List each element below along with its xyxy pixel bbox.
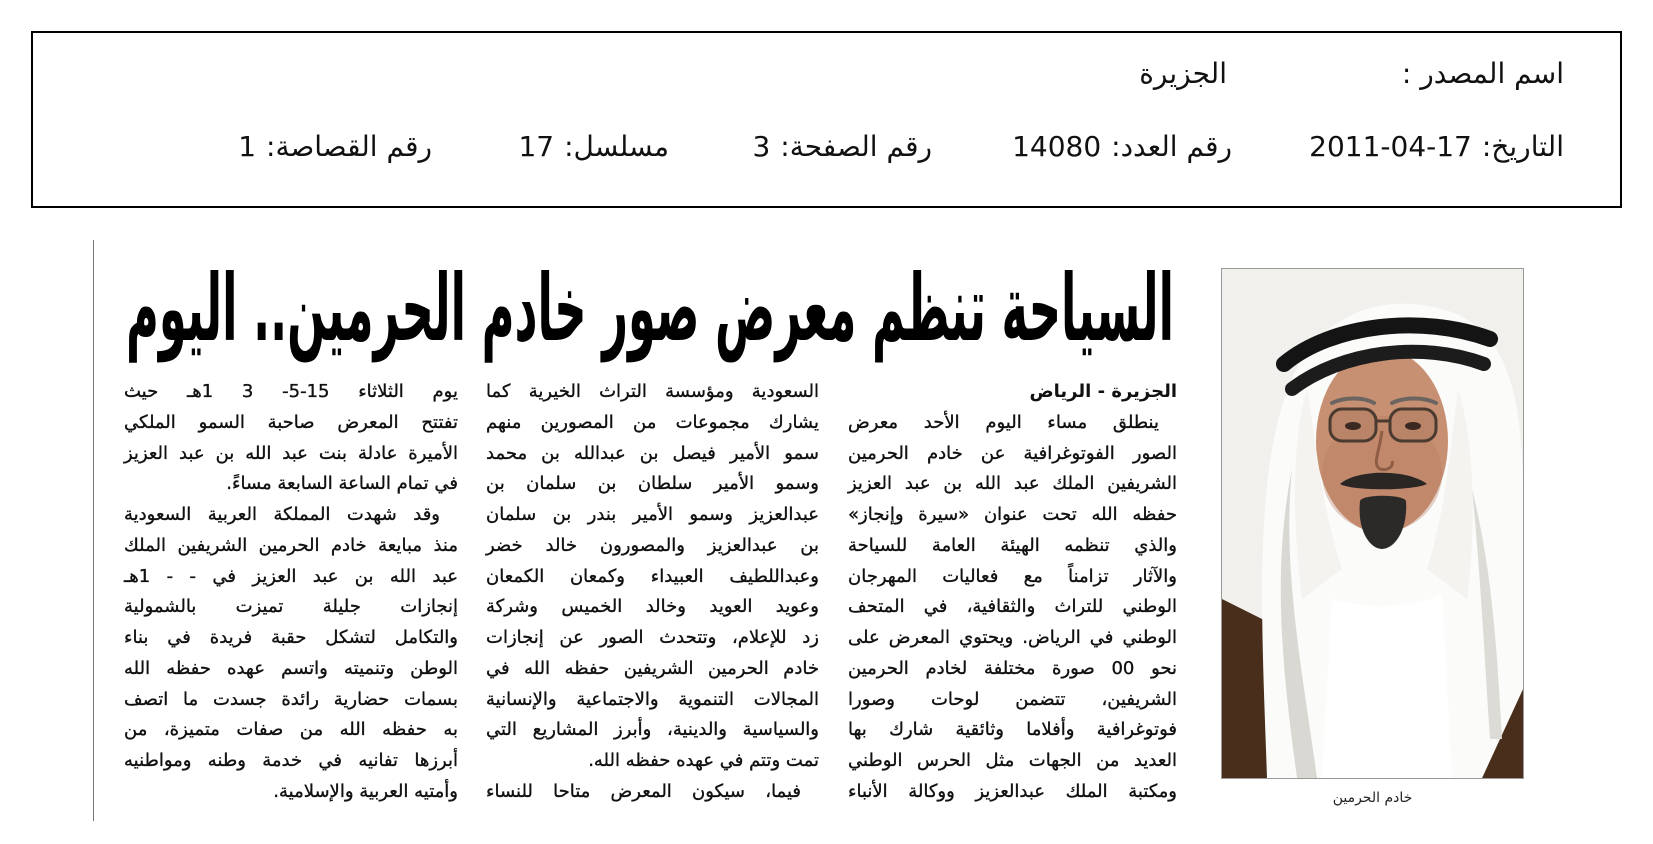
article-line: الوطن وتنميته واتسم عهده حفظه الله — [124, 657, 458, 679]
article-line: منذ مبايعة خادم الحرمين الشريفين الملك — [124, 534, 458, 556]
article-line: حفظه الله تحت عنوان «سيرة وإنجاز» — [848, 504, 1177, 525]
article-line: والتكامل لتشكل حقبة فريدة في بناء — [124, 627, 458, 648]
portrait-photo — [1221, 268, 1524, 779]
page-label: رقم الصفحة: — [780, 130, 932, 163]
serial-label: مسلسل: — [564, 130, 669, 163]
article-line: العديد من الجهات مثل الحرس الوطني — [848, 750, 1177, 771]
date-value: 2011-04-17 — [1309, 130, 1472, 163]
serial-value: 17 — [518, 130, 555, 163]
article-line: والذي تنظمه الهيئة العامة للسياحة — [848, 534, 1177, 556]
clip-field — [238, 129, 432, 165]
article-line: والسياسية والدينية، وأبرز المشاريع التي — [486, 719, 819, 741]
article-line: زد للإعلام، وتتحدث الصور عن إنجازات — [486, 627, 819, 648]
source-value: الجزيرة — [1139, 57, 1227, 90]
article-line: فوتوغرافية وأفلاما وثائقية شارك بها — [848, 719, 1177, 741]
date-label: التاريخ: — [1481, 130, 1564, 163]
clip-value: 1 — [238, 130, 257, 163]
article-line: الأميرة عادلة بنت عبد الله بن عبد العزيز — [124, 442, 458, 464]
article-line: عبدالعزيز وسمو الأمير بندر بن سلمان — [486, 504, 819, 525]
article-line: الشريفين الملك عبد الله بن عبد العزيز — [848, 473, 1177, 495]
article-line: الشريفين، تتضمن لوحات وصورا — [848, 688, 1177, 710]
article-line: عبد الله بن عبد العزيز في - - 1هـ — [124, 565, 458, 587]
page-field — [752, 129, 932, 165]
article-line: بسمات حضارية رائدة جسدت ما اتصف — [124, 688, 458, 710]
article-line: به حفظه الله من صفات متميزة، من — [124, 719, 458, 741]
article-line: المجالات التنموية والاجتماعية والإنسانية — [486, 688, 819, 710]
page-value: 3 — [752, 130, 771, 163]
article-line: إنجازات جليلة تميزت بالشمولية — [124, 596, 458, 618]
article-column-2 — [486, 377, 819, 808]
article-line: والآثار تزامناً مع فعاليات المهرجان — [848, 565, 1177, 587]
article-line: الوطني في الرياض. ويحتوي المعرض على — [848, 627, 1177, 648]
article-line: يشارك مجموعات من المصورين منهم — [486, 411, 819, 433]
article-line: نحو 00 صورة مختلفة لخادم الحرمين — [848, 657, 1177, 679]
source-label: اسم المصدر : — [1401, 57, 1564, 90]
article-line: السعودية ومؤسسة التراث الخيرية كما — [486, 381, 819, 402]
article-line: فيما، سيكون المعرض متاحا للنساء — [486, 780, 801, 802]
article-line: وقد شهدت المملكة العربية السعودية — [124, 504, 440, 525]
article-line: تمت وتتم في عهده حفظه الله. — [588, 750, 819, 771]
article-column-3 — [124, 377, 458, 808]
article-line: أبرزها تفانيه في خدمة وطنه ومواطنيه — [124, 750, 458, 771]
column-rule — [93, 240, 94, 821]
article-line: في تمام الساعة السابعة مساءً. — [226, 473, 458, 495]
issue-label: رقم العدد: — [1111, 130, 1232, 163]
article-line: ومكتبة الملك عبدالعزيز ووكالة الأنباء — [848, 780, 1177, 802]
article-line: وعبداللطيف العبيداء وكمعان الكمعان — [486, 565, 819, 587]
portrait-image — [1222, 269, 1523, 778]
article-line: الوطني للتراث والثقافية، في المتحف — [848, 596, 1177, 618]
issue-field — [1012, 129, 1232, 165]
byline: الجزيرة - الرياض — [1029, 381, 1177, 402]
article-line: وعويد العويد وخالد الخميس وشركة — [486, 596, 819, 618]
photo-caption: خادم الحرمين — [1332, 790, 1413, 806]
date-field — [1309, 129, 1564, 165]
headline-text: السياحة تنظم معرض صور خادم الحرمين.. اليوم — [126, 255, 1174, 362]
article-line: سمو الأمير فيصل بن عبدالله بن محمد — [486, 442, 819, 464]
article-line: تفتتح المعرض صاحبة السمو الملكي — [124, 411, 458, 433]
metadata-box — [31, 31, 1622, 208]
article-line: بن عبدالعزيز والمصورون خالد خضر — [486, 534, 819, 556]
article-line: وأمتيه العربية والإسلامية. — [273, 780, 458, 802]
article-line: وسمو الأمير سلطان بن سلمان بن — [486, 473, 819, 495]
serial-field — [518, 129, 669, 165]
clip-label: رقم القصاصة: — [266, 130, 432, 163]
article-column-1 — [848, 377, 1177, 808]
article-line: يوم الثلاثاء 15-5- 3 1هـ حيث — [124, 381, 458, 402]
article-line: الصور الفوتوغرافية عن خادم الحرمين — [848, 442, 1177, 464]
headline — [126, 255, 1174, 363]
article-line: خادم الحرمين الشريفين حفظه الله في — [486, 657, 819, 679]
article-line: ينطلق مساء اليوم الأحد معرض — [848, 411, 1159, 433]
issue-value: 14080 — [1012, 130, 1102, 163]
